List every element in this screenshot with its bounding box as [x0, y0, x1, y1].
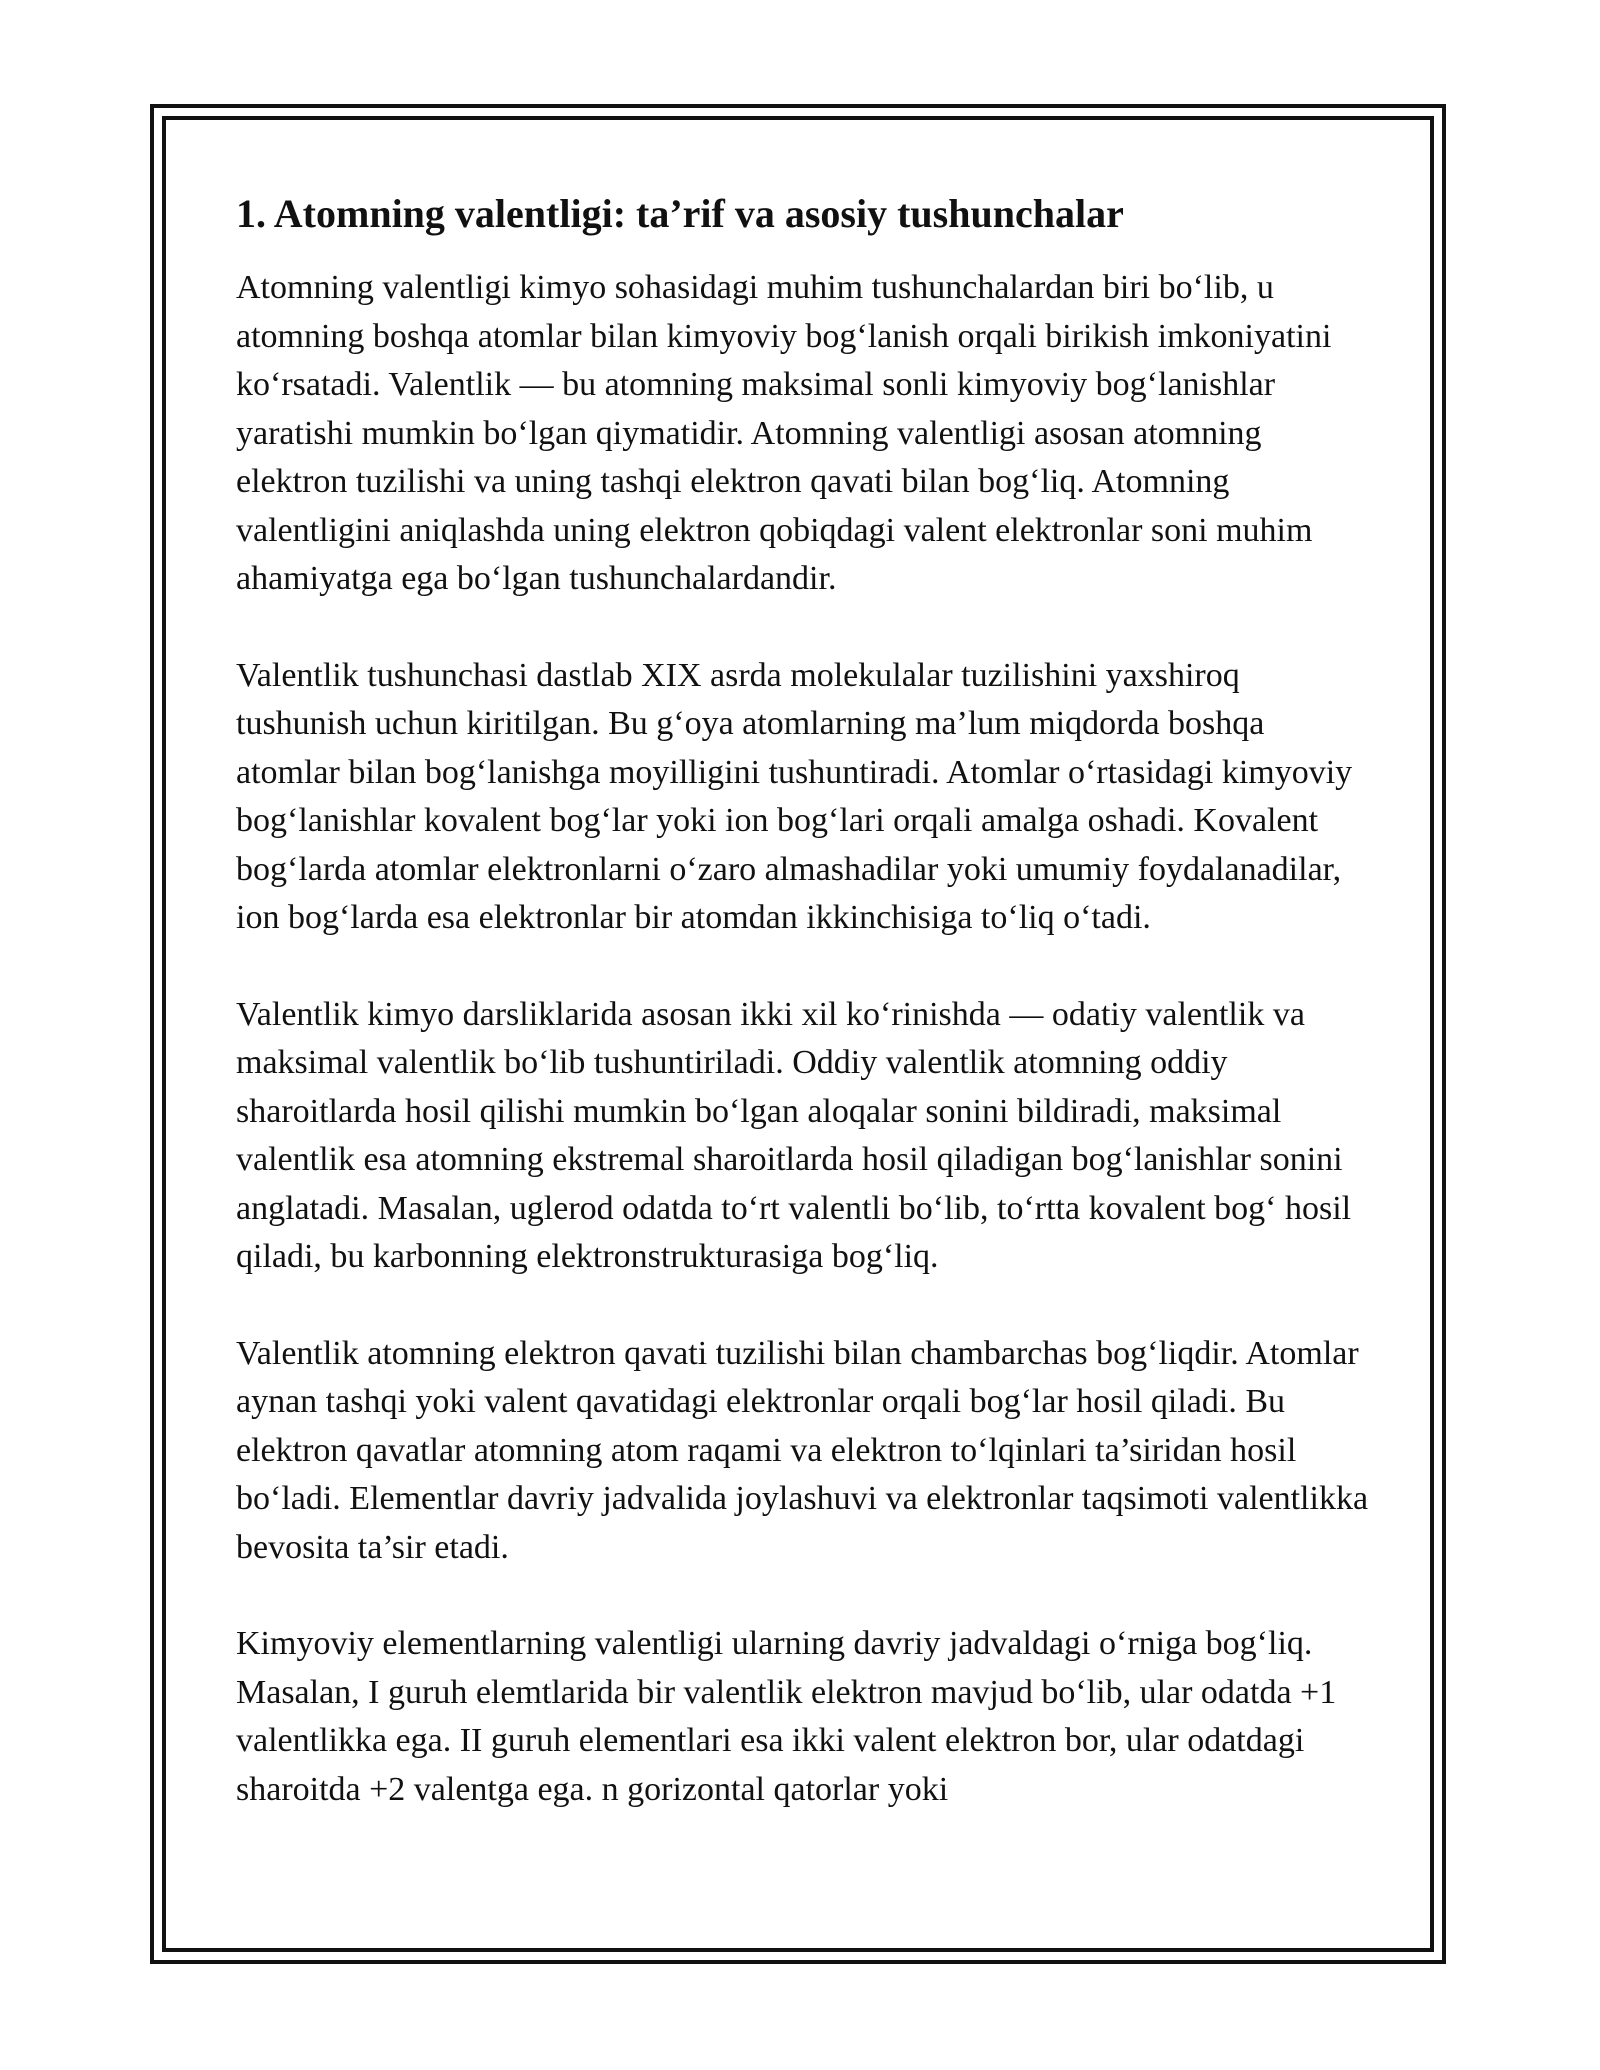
paragraph-1: Atomning valentligi kimyo sohasidagi muhim tushunchalardan biri bo‘lib, u atomning boshqa atomlar bilan kimyoviy bog‘lanish orqali birikish imkoniyatini ko‘rsatadi. Valentlik — bu atomning maksimal sonli kimyoviy bog‘lanishlar yaratishi mumkin bo‘lgan qiymatidir. Atomning valentligi asosan atomning elektron tuzilishi va uning tashqi elektron qavati bilan bog‘liq. Atomning valentligini aniqlashda uning elektron qobiqdagi valent elektronlar soni muhim ahamiyatga ega bo‘lgan tushunchalardandir.	[236, 269, 1332, 597]
document-body	[236, 188, 1371, 1862]
paragraph-3: Valentlik kimyo darsliklarida asosan ikki xil ko‘rinishda — odatiy valentlik va maksimal valentlik bo‘lib tushuntiriladi. Oddiy valentlik atomning oddiy sharoitlarda hosil qilishi mumkin bo‘lgan aloqalar sonini bildiradi, maksimal valentlik esa atomning ekstremal sharoitlarda hosil qiladigan bog‘lanishlar sonini anglatadi. Masalan, uglerod odatda to‘rt valentli bo‘lib, to‘rtta kovalent bog‘ hosil qiladi, bu karbonning elektronstrukturasiga bog‘liq.	[236, 995, 1352, 1275]
paragraph-2: Valentlik tushunchasi dastlab XIX asrda molekulalar tuzilishini yaxshiroq tushunish uchun kiritilgan. Bu g‘oya atomlarning ma’lum miqdorda boshqa atomlar bilan bog‘lanishga moyilligini tushuntiradi. Atomlar o‘rtasidagi kimyoviy bog‘lanishlar kovalent bog‘lar yoki ion bog‘lari orqali amalga oshadi. Kovalent bog‘larda atomlar elektronlarni o‘zaro almashadilar yoki umumiy foydalanadilar, ion bog‘larda esa elektronlar bir atomdan ikkinchisiga to‘liq o‘tadi.	[236, 656, 1353, 936]
section-heading: 1. Atomning valentligi: ta’rif va asosiy tushunchalar	[236, 191, 1124, 236]
paragraph-5: Kimyoviy elementlarning valentligi ularning davriy jadvaldagi o‘rniga bog‘liq. Masalan, I guruh elemtlarida bir valentlik elektron mavjud bo‘lib, ular odatda +1 valentlikka ega. II guruh elementlari esa ikki valent elektron bor, ular odatdagi sharoitda +2 valentga ega. n gorizontal qatorlar yoki	[236, 1625, 1337, 1808]
paragraph-4: Valentlik atomning elektron qavati tuzilishi bilan chambarchas bog‘liqdir. Atomlar aynan tashqi yoki valent qavatidagi elektronlar orqali bog‘lar hosil qiladi. Bu elektron qavatlar atomning atom raqami va elektron to‘lqinlari ta’siridan hosil bo‘ladi. Elementlar davriy jadvalida joylashuvi va elektronlar taqsimoti valentlikka bevosita ta’sir etadi.	[236, 1334, 1369, 1566]
